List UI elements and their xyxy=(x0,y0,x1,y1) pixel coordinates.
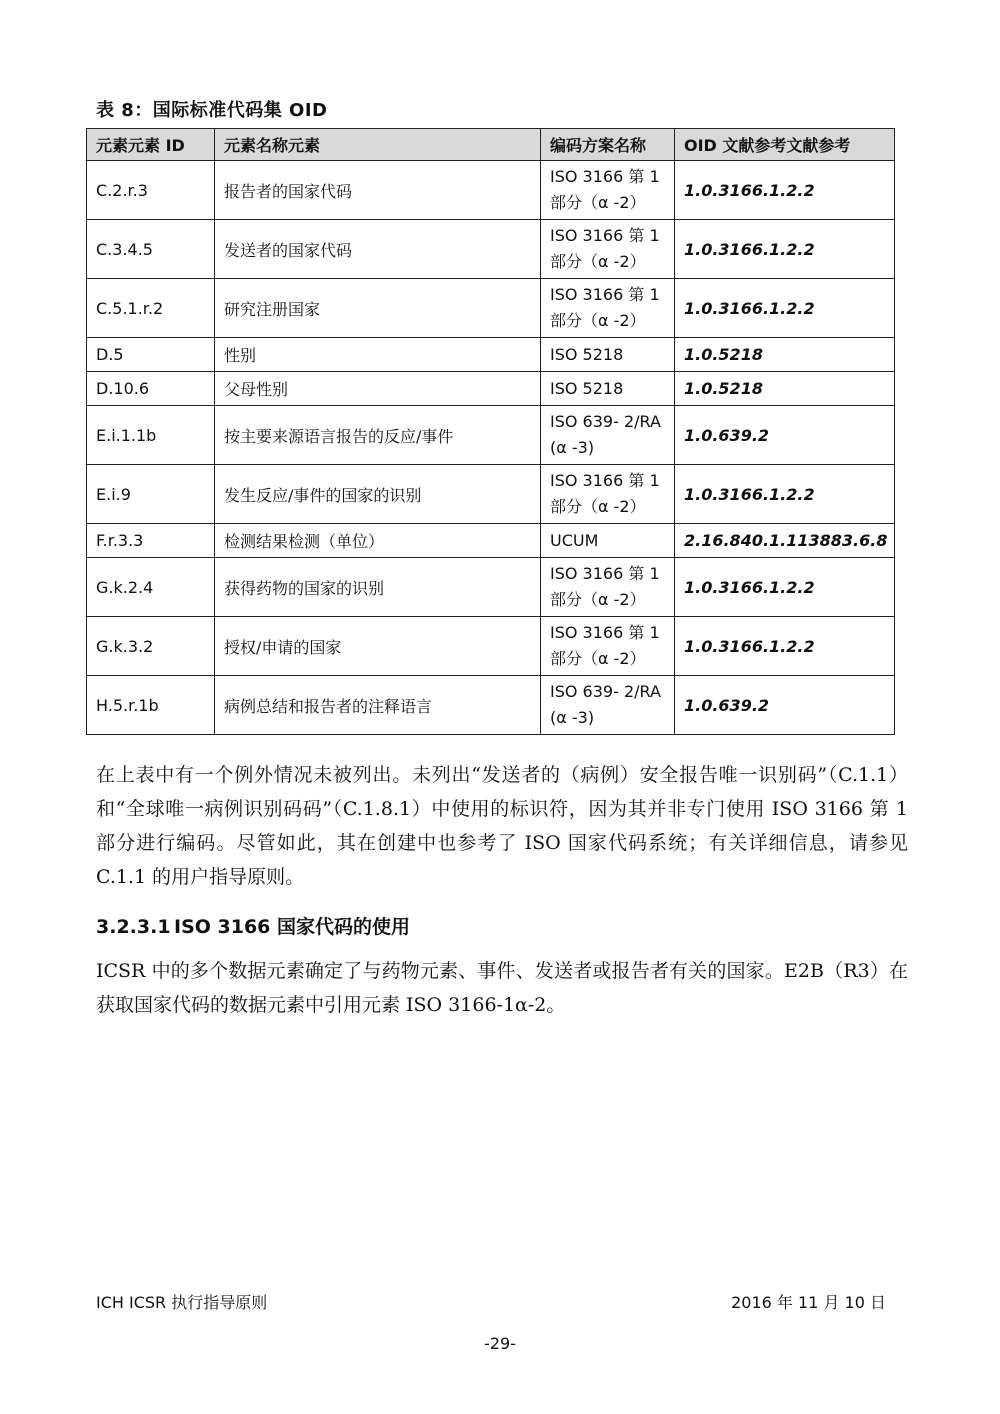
cell-oid: 1.0.5218 xyxy=(675,372,895,406)
cell-oid: 1.0.3166.1.2.2 xyxy=(675,617,895,676)
cell-element-name: 发送者的国家代码 xyxy=(215,220,541,279)
cell-coding-scheme xyxy=(541,161,675,220)
cell-element-id: G.k.2.4 xyxy=(87,558,215,617)
coding-scheme-line: 部分（α -2） xyxy=(550,252,646,271)
coding-scheme-line: (α -3) xyxy=(550,438,595,457)
cell-oid: 1.0.639.2 xyxy=(675,406,895,465)
section-title: ISO 3166 国家代码的使用 xyxy=(174,916,411,938)
cell-oid: 1.0.3166.1.2.2 xyxy=(675,161,895,220)
table-row xyxy=(87,465,895,524)
coding-scheme-line: ISO 5218 xyxy=(550,378,624,398)
cell-element-id: C.3.4.5 xyxy=(87,220,215,279)
paragraph-exception-note: 在上表中有一个例外情况未被列出。未列出“发送者的（病例）安全报告唯一识别码”（C.1.1）和“全球唯一病例识别码码”（C.1.8.1）中使用的标识符，因为其并非专门使用 ISO 3166 第 1 部分进行编码。尽管如此，其在创建中也参考了 ISO 国家代码系统；有关详细信息，请参见 C.1.1 的用户指导原则。 xyxy=(96,764,908,888)
cell-element-name: 获得药物的国家的识别 xyxy=(215,558,541,617)
coding-scheme-line: ISO 639- 2/RA xyxy=(550,682,661,701)
cell-coding-scheme xyxy=(541,338,675,372)
cell-element-name: 报告者的国家代码 xyxy=(215,161,541,220)
cell-element-name: 发生反应/事件的国家的识别 xyxy=(215,465,541,524)
coding-scheme-line: 部分（α -2） xyxy=(550,311,646,330)
table-row xyxy=(87,338,895,372)
coding-scheme-line: ISO 639- 2/RA xyxy=(550,412,661,431)
coding-scheme-line: 部分（α -2） xyxy=(550,497,646,516)
column-header-scheme: 编码方案名称 xyxy=(541,129,675,161)
cell-element-id: D.5 xyxy=(87,338,215,372)
coding-scheme-line: (α -3) xyxy=(550,708,595,727)
cell-element-name: 病例总结和报告者的注释语言 xyxy=(215,676,541,735)
cell-element-id: H.5.r.1b xyxy=(87,676,215,735)
table-row xyxy=(87,676,895,735)
coding-scheme-line: ISO 3166 第 1 xyxy=(550,471,660,490)
cell-element-name: 授权/申请的国家 xyxy=(215,617,541,676)
page-number: -29- xyxy=(484,1334,516,1353)
coding-scheme-line: ISO 3166 第 1 xyxy=(550,226,660,245)
footer-document-title: ICH ICSR 执行指导原则 xyxy=(96,1293,268,1312)
table-caption: 表 8：国际标准代码集 OID xyxy=(96,100,328,121)
cell-coding-scheme xyxy=(541,406,675,465)
coding-scheme-line: ISO 3166 第 1 xyxy=(550,167,660,186)
cell-element-id: C.5.1.r.2 xyxy=(87,279,215,338)
table-row xyxy=(87,161,895,220)
footer-date: 2016 年 11 月 10 日 xyxy=(731,1293,886,1312)
cell-oid: 2.16.840.1.113883.6.8 xyxy=(675,524,895,558)
coding-scheme-line: UCUM xyxy=(550,530,599,550)
table-row xyxy=(87,279,895,338)
cell-coding-scheme xyxy=(541,558,675,617)
column-header-name: 元素名称元素 xyxy=(215,129,541,161)
cell-element-name: 性别 xyxy=(215,338,541,372)
table-row xyxy=(87,220,895,279)
cell-element-name: 父母性别 xyxy=(215,372,541,406)
cell-oid: 1.0.3166.1.2.2 xyxy=(675,220,895,279)
cell-oid: 1.0.3166.1.2.2 xyxy=(675,558,895,617)
table-row xyxy=(87,524,895,558)
cell-element-id: C.2.r.3 xyxy=(87,161,215,220)
column-header-id: 元素元素 ID xyxy=(87,129,215,161)
section-heading xyxy=(96,912,410,939)
cell-oid: 1.0.639.2 xyxy=(675,676,895,735)
coding-scheme-line: 部分（α -2） xyxy=(550,193,646,212)
cell-element-id: G.k.3.2 xyxy=(87,617,215,676)
cell-element-name: 检测结果检测（单位） xyxy=(215,524,541,558)
coding-scheme-line: 部分（α -2） xyxy=(550,590,646,609)
coding-scheme-line: ISO 5218 xyxy=(550,344,624,364)
cell-element-id: D.10.6 xyxy=(87,372,215,406)
paragraph-country-codes: ICSR 中的多个数据元素确定了与药物元素、事件、发送者或报告者有关的国家。E2B（R3）在获取国家代码的数据元素中引用元素 ISO 3166-1α-2。 xyxy=(96,960,908,1016)
table-row xyxy=(87,617,895,676)
cell-oid: 1.0.3166.1.2.2 xyxy=(675,465,895,524)
table-row xyxy=(87,406,895,465)
cell-oid: 1.0.3166.1.2.2 xyxy=(675,279,895,338)
cell-coding-scheme xyxy=(541,279,675,338)
section-number: 3.2.3.1 xyxy=(96,916,171,938)
cell-element-name: 研究注册国家 xyxy=(215,279,541,338)
coding-scheme-line: 部分（α -2） xyxy=(550,649,646,668)
column-header-oid: OID 文献参考文献参考 xyxy=(675,129,895,161)
table-body xyxy=(87,161,895,735)
cell-element-id: F.r.3.3 xyxy=(87,524,215,558)
table-row xyxy=(87,372,895,406)
cell-oid: 1.0.5218 xyxy=(675,338,895,372)
coding-scheme-line: ISO 3166 第 1 xyxy=(550,564,660,583)
cell-element-name: 按主要来源语言报告的反应/事件 xyxy=(215,406,541,465)
table-header-row xyxy=(87,129,895,161)
cell-coding-scheme xyxy=(541,220,675,279)
cell-element-id: E.i.1.1b xyxy=(87,406,215,465)
table-row xyxy=(87,558,895,617)
coding-scheme-line: ISO 3166 第 1 xyxy=(550,623,660,642)
cell-coding-scheme xyxy=(541,524,675,558)
cell-coding-scheme xyxy=(541,465,675,524)
oid-table xyxy=(86,128,895,735)
cell-coding-scheme xyxy=(541,676,675,735)
coding-scheme-line: ISO 3166 第 1 xyxy=(550,285,660,304)
cell-coding-scheme xyxy=(541,617,675,676)
cell-coding-scheme xyxy=(541,372,675,406)
cell-element-id: E.i.9 xyxy=(87,465,215,524)
